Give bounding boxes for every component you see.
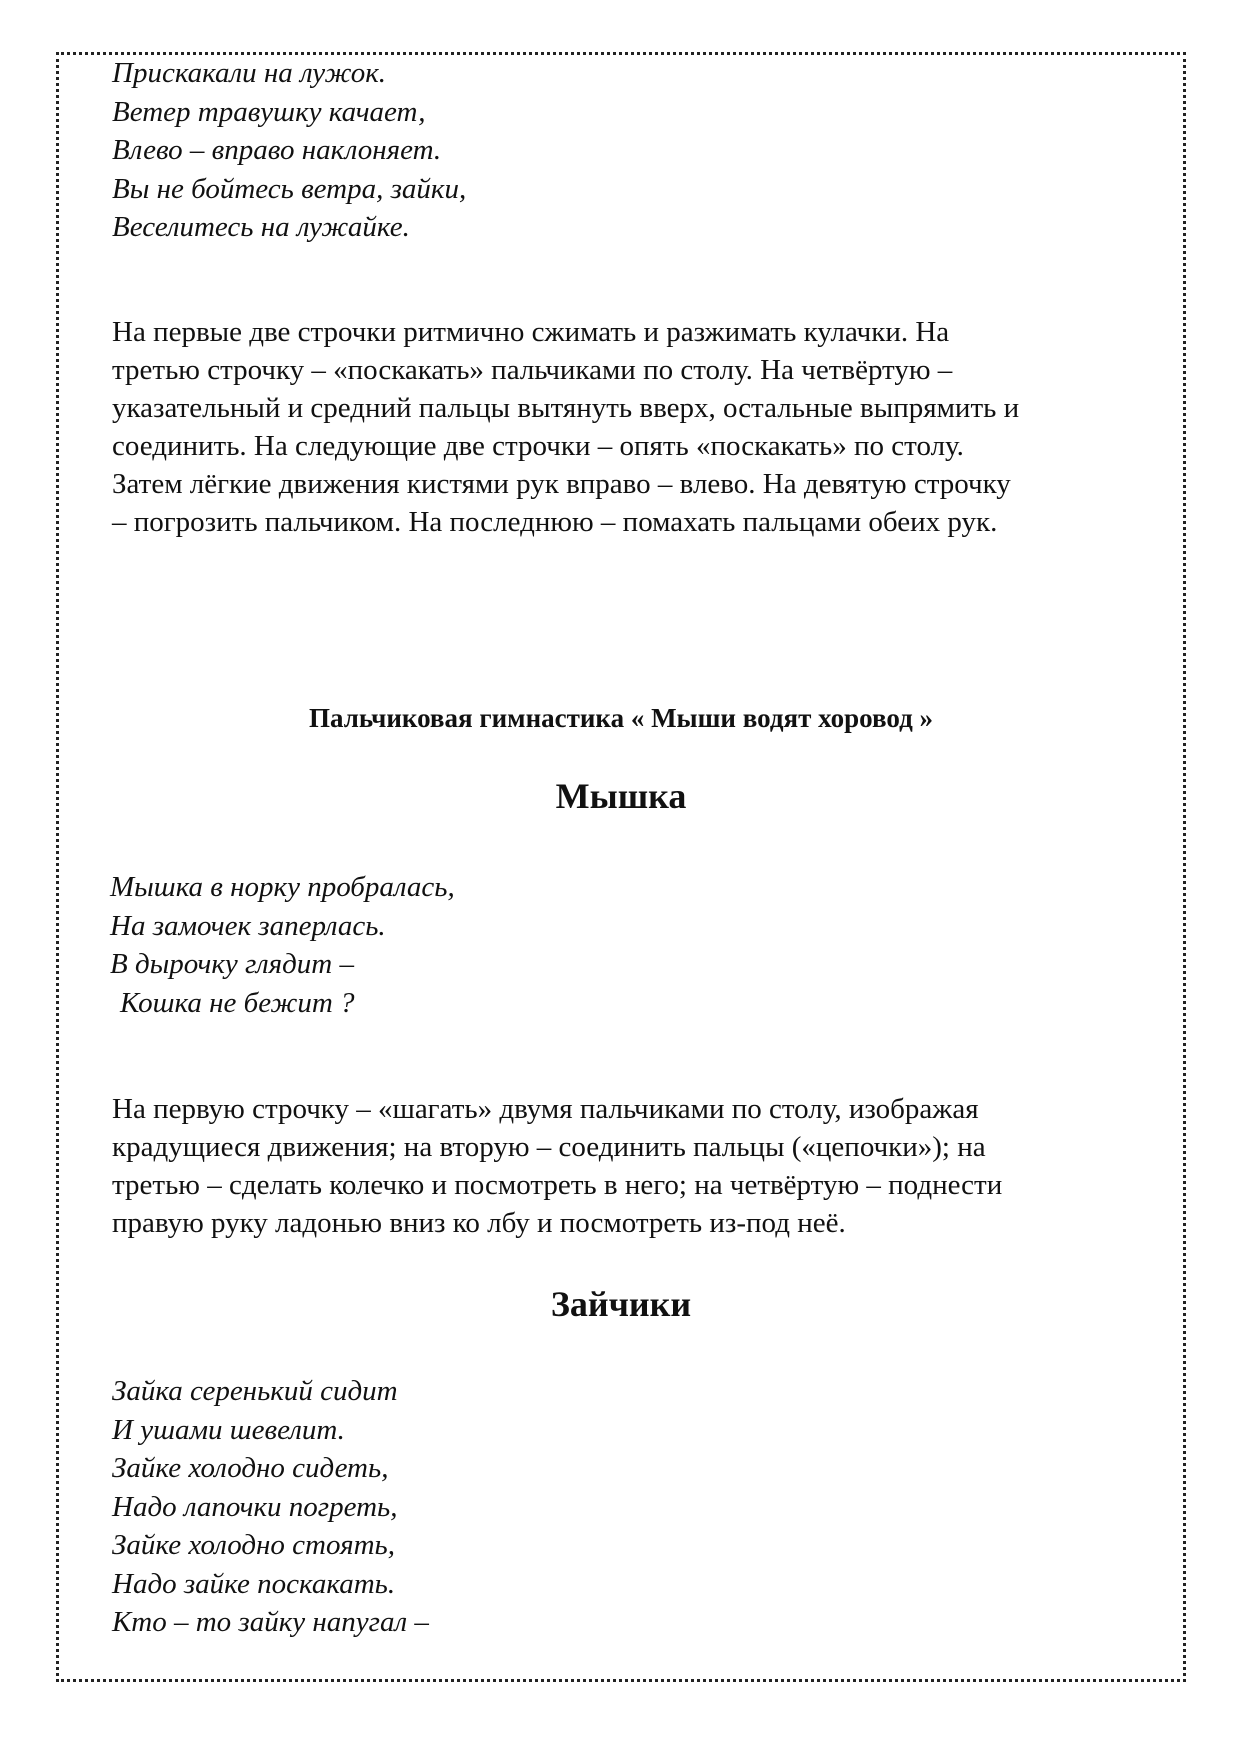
instruction-line: соединить. На следующие две строчки – опять «поскакать» по столу. (112, 430, 964, 462)
instruction-line: Затем лёгкие движения кистями рук вправо – влево. На девятую строчку (112, 468, 1011, 500)
poem-line: Кошка не бежит ? (120, 986, 355, 1019)
heading-bunnies: Зайчики (550, 1284, 692, 1324)
section-title: Пальчиковая гимнастика « Мыши водят хоровод » (309, 703, 933, 733)
poem-line: Ветер травушку качает, (112, 95, 426, 128)
heading-mouse: Мышка (555, 776, 687, 816)
poem-line: Зайка серенький сидит (112, 1375, 398, 1407)
instruction-line: крадущиеся движения; на вторую – соединить пальцы («цепочки»); на (112, 1131, 986, 1163)
instruction-line: На первые две строчки ритмично сжимать и разжимать кулачки. На (112, 316, 950, 348)
poem-line: На замочек заперлась. (110, 909, 386, 942)
poem-line: Зайке холодно сидеть, (112, 1452, 389, 1484)
poem-mouse (110, 868, 455, 1022)
poem-line: В дырочку глядит – (110, 948, 354, 980)
poem-line: Зайке холодно стоять, (112, 1529, 395, 1561)
poem-line: Надо зайке поскакать. (112, 1567, 396, 1600)
poem-bunnies (112, 1372, 429, 1642)
poem-line: Влево – вправо наклоняет. (112, 134, 442, 166)
poem-line: Вы не бойтесь ветра, зайки, (112, 172, 467, 205)
poem-line: И ушами шевелит. (112, 1413, 345, 1446)
instructions-bunny-meadow (112, 313, 1162, 541)
poem-line: Веселитесь на лужайке. (112, 211, 410, 243)
poem-bunny-meadow (112, 54, 466, 247)
poem-line: Мышка в норку пробралась, (110, 871, 455, 903)
instruction-line: указательный и средний пальцы вытянуть вверх, остальные выпрямить и (112, 392, 1020, 424)
poem-line: Надо лапочки погреть, (112, 1490, 398, 1523)
instruction-line: – погрозить пальчиком. На последнюю – помахать пальцами обеих рук. (112, 506, 998, 538)
instruction-line: правую руку ладонью вниз ко лбу и посмотреть из-под неё. (112, 1207, 846, 1239)
instruction-line: На первую строчку – «шагать» двумя пальчиками по столу, изображая (112, 1093, 979, 1125)
instruction-line: третью – сделать колечко и посмотреть в него; на четвёртую – поднести (112, 1169, 1003, 1201)
poem-line: Кто – то зайку напугал – (112, 1606, 429, 1638)
poem-line: Прискакали на лужок. (112, 57, 387, 89)
instructions-mouse (112, 1090, 1162, 1242)
instruction-line: третью строчку – «поскакать» пальчиками по столу. На четвёртую – (112, 354, 953, 386)
